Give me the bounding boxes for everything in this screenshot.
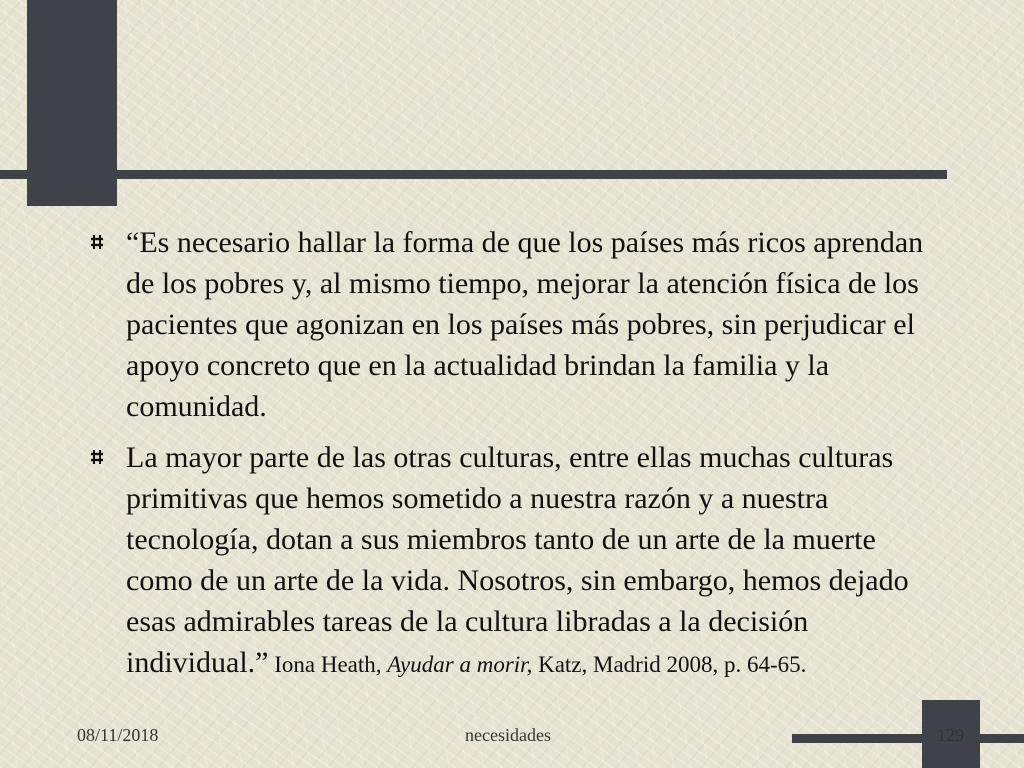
bullet-main-text: La mayor parte de las otras culturas, entre ellas muchas culturas primitivas que hemos sometido a nuestra razón y a nuestra tecnología, dotan a sus miembros tanto de un arte de la muerte como de un arte de la vida. Nosotros, sin embargo, hemos dejado esas admirables tareas de la cultura libradas a la decisión individual.” xyxy=(126,441,909,679)
hash-bullet-icon xyxy=(90,437,126,465)
slide-body xyxy=(90,222,950,695)
bullet-item xyxy=(90,222,950,427)
bullet-item xyxy=(90,437,950,685)
citation-details: Katz, Madrid 2008, p. 64-65. xyxy=(532,652,807,677)
bullet-text-quote: “Es necesario hallar la forma de que los países más ricos aprendan de los pobres y, al mismo tiempo, mejorar la atención física de los pacientes que agonizan en los países más pobres, sin perjudicar el apoyo concreto que en la actualidad brindan la familia y la comunidad. xyxy=(126,226,924,423)
citation-book: Ayudar a morir, xyxy=(387,652,533,677)
page-number: 129 xyxy=(937,725,964,745)
footer-rule xyxy=(792,734,1024,743)
footer-date: 08/11/2018 xyxy=(77,725,159,745)
citation xyxy=(268,652,806,677)
bullet-text-culture xyxy=(126,437,946,685)
footer-title: necesidades xyxy=(465,725,551,745)
citation-author: Iona Heath, xyxy=(268,652,388,677)
header-rule xyxy=(0,170,947,179)
hash-bullet-icon xyxy=(90,222,126,250)
